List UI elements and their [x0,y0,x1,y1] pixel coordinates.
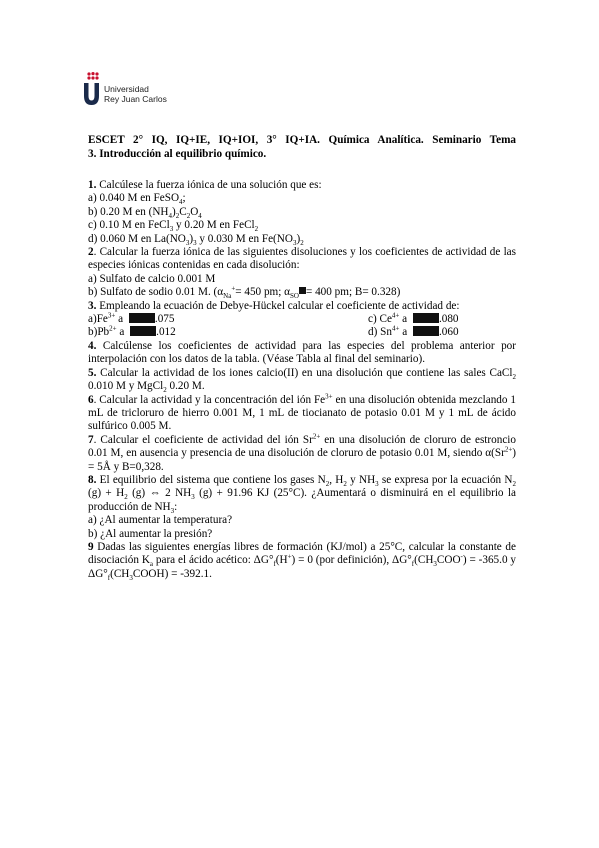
q3-c-ion: c) Ce [368,313,392,326]
q1-d-sub3: 3 [292,238,297,247]
q9-text4: ) = 0 (por definición), ΔG° [291,554,412,567]
q3-text: Empleando la ecuación de Debye-Hückel calcular el coeficiente de actividad de: [96,299,460,312]
q1-b-end: C [179,205,187,218]
q9-text9: COOH) = -392.1. [132,567,212,580]
q6-text1: . Calcular la actividad y la concentración del ión Fe [93,393,326,406]
q9-text3: (H [275,554,288,567]
q3-item-c [368,313,516,326]
q3-item-b [88,326,368,339]
q1-b-sub4: 4 [198,212,202,221]
q1-text: Calcúlese la fuerza iónica de una solución que es: [96,179,322,191]
q3-d-a: a [399,326,410,339]
q6-sup: 3+ [325,391,333,400]
q1-d-sub2: 3 [193,238,197,247]
q2-b-sup1: + [231,284,236,293]
q9-sup-plus: + [287,552,292,561]
q9-sub-f3: f [107,574,111,583]
redaction-box [129,313,155,323]
q1-b-tail: O [190,205,199,218]
q3-d-charge: 4+ [391,324,400,333]
q1-c-mid: y 0.20 M en FeCl [173,219,255,232]
q1-b-sub3: 2 [186,212,191,221]
q8-text1: El equilibrio del sistema que contiene los gases N [96,473,326,486]
q7-text2: en una disolución de cloruro de estroncio 0.01 M, en ausencia y presencia de una disolución de cloruro de potasio 0.01 M, siendo α(Sr [88,433,516,460]
q1-a-end: ; [182,192,186,205]
q9-number: 9 [88,540,94,553]
q1-option-b [88,206,516,219]
q1-a-sub: 4 [179,198,183,207]
q8-s7: 3 [170,506,175,515]
redaction-mark [299,287,306,294]
q2-number: 2 [88,246,94,259]
q1-b-sub1: 4 [168,212,172,221]
q1-b-text: b) 0.20 M en (NH [88,205,169,218]
q3-a-charge: 3+ [107,311,116,320]
q9-sub-f1: f [273,560,276,569]
q1-option-d [88,233,516,246]
q1-d-text: d) 0.060 M en La(NO [88,232,186,245]
q7-sup2: 2+ [504,445,513,454]
q5-sub1: 2 [512,372,516,381]
q3-row-2 [88,326,516,339]
page-title [88,133,516,161]
q1-number: 1. [88,179,97,191]
q3-d-ion: d) Sn [368,326,392,339]
q4-text: Calcúlense los coeficientes de actividad para las especies del problema anterior por interpolación con los datos de la tabla. (Véase Tabla al final del seminario). [88,339,516,366]
q8-option-b: b) ¿Al aumentar la presión? [88,527,213,540]
q1-d-mid2: y 0.030 M en Fe(NO [196,232,293,245]
q2-option-a: a) Sulfato de calcio 0.001 M [88,272,216,285]
q9-text2: para el ácido acético: ΔG° [153,554,274,567]
q2-text: . Calcular la fuerza iónica de las siguientes disoluciones y los coeficientes de actividad de las especies iónicas contenidas en cada disolución: [88,246,516,272]
q1-a-text: a) 0.040 M en FeSO [88,192,180,205]
question-5 [88,367,516,394]
question-8 [88,474,516,514]
document-body [88,133,516,581]
q1-b-mid: ) [171,205,176,218]
redaction-box [413,326,439,336]
q5-text2: 0.010 M y MgCl [88,380,164,393]
q3-number: 3. [88,299,97,312]
q7-text3: ) = 5Å y B=0,328. [88,447,516,473]
q9-sub-a: a [149,560,154,569]
q9-text5: (CH [414,554,434,567]
q1-c-sub1: 3 [169,225,174,234]
q1-d-sub1: 3 [185,238,190,247]
q3-b-charge: 2+ [109,324,117,333]
q9-sub-3b: 3 [129,574,133,583]
q9-text7: ) = -365.0 y ΔG° [88,554,516,580]
q8-text4: se expresa por la ecuación N [378,473,513,486]
q8-text8: : [174,500,178,513]
q9-text8: (CH [110,567,130,580]
university-logo [84,72,194,108]
q1-c-text: c) 0.10 M en FeCl [88,219,170,232]
q8-s2: 2 [343,480,347,489]
q7-text1: . Calcular el coeficiente de actividad del ión Sr [93,433,313,446]
q9-sub-3a: 3 [433,560,437,569]
q8-text3: y NH [346,473,376,486]
q3-b-a: a [116,326,128,339]
q2-b-sub2: SO [290,292,299,301]
logo-text [104,84,167,104]
q4-number: 4. [88,339,97,352]
q3-c-charge: 4+ [391,311,400,320]
q1-option-a [88,192,516,205]
crown-icon [87,72,99,82]
q3-d-value: .060 [438,326,459,339]
redaction-box [413,313,439,323]
logo-line-2: Rey Juan Carlos [104,94,167,104]
q3-a-ion: a)Fe [88,313,108,326]
question-2 [88,246,516,273]
q2-b-text2: = 450 pm; α [235,286,291,299]
q1-c-sub2: 2 [254,225,259,234]
q1-d-sub4: 2 [300,238,304,247]
q5-text3: 0.20 M. [166,380,205,393]
q2-b-sub1: Na [223,292,232,301]
q8-option-a: a) ¿Al aumentar la temperatura? [88,514,233,527]
q8-text2: , H [329,473,344,486]
q1-d-mid1: ) [189,232,194,245]
q7-number: 7 [88,433,94,446]
q5-sub2: 2 [163,386,167,395]
q7-sup1: 2+ [312,431,321,440]
redaction-box [130,326,156,336]
q5-text1: Calcular la actividad de los iones calcio(II) en una disolución que contiene las sales CaCl [96,366,513,379]
q3-a-value: .075 [154,313,175,326]
question-1 [88,179,516,192]
logo-line-1: Universidad [104,84,149,94]
q1-d-mid3: ) [296,232,301,245]
q3-b-ion: b)Pb [88,326,110,339]
question-6 [88,391,516,434]
q3-a-a: a [115,313,126,326]
q8-text5: (g) + H [88,487,125,500]
q9-sup-minus: - [460,552,463,561]
q8-s1: 2 [325,480,330,489]
q8-text7: (g) + 91.96 KJ (25°C). ¿Aumentará o disminuirá en el equilibrio la producción de NH [88,487,516,513]
q3-item-a [88,313,368,326]
q3-b-value: .012 [156,326,176,339]
q2-option-b [88,286,516,299]
q6-number: 6 [88,393,94,406]
q3-c-value: .080 [438,313,459,326]
q3-row-1 [88,313,516,326]
q3-c-a: a [399,313,410,326]
q8-s5: 2 [124,493,128,502]
q5-number: 5. [88,366,97,379]
q3-item-d [368,326,516,339]
question-7 [88,431,516,474]
question-3 [88,300,516,313]
q2-b-text3: = 400 pm; B= 0.328) [305,286,401,299]
q8-s4: 2 [512,480,516,489]
q8-s6: 3 [191,493,195,502]
q1-option-c [88,219,516,232]
q8-number: 8. [88,473,97,486]
q8-s3: 3 [375,480,379,489]
q8-text6: (g) ⇔ 2 NH [127,487,192,500]
title-line-2: 3. Introducción al equilibrio químico. [88,148,267,160]
u-mark-icon [84,83,99,105]
title-line-1: ESCET 2° IQ, IQ+IE, IQ+IOI, 3° IQ+IA. Química Analítica. Seminario Tema [88,134,516,146]
q9-text1: Dadas las siguientes energías libres de formación (KJ/mol) a 25°C, calcular la constante de disociación K [88,540,516,567]
q6-text2: en una disolución obtenida mezclando 1 mL de tricloruro de hierro 0.001 M, 1 mL de tiocianato de potasio 0.01 M y 1 mL de ácido sulfúrico 0.005 M. [88,393,516,433]
q9-text6: COO [436,554,461,567]
q9-sub-f2: f [411,560,415,569]
q1-b-sub2: 2 [175,212,180,221]
question-9 [88,541,516,581]
q2-b-text1: b) Sulfato de sodio 0.01 M. (α [88,286,224,299]
question-4 [88,340,516,367]
